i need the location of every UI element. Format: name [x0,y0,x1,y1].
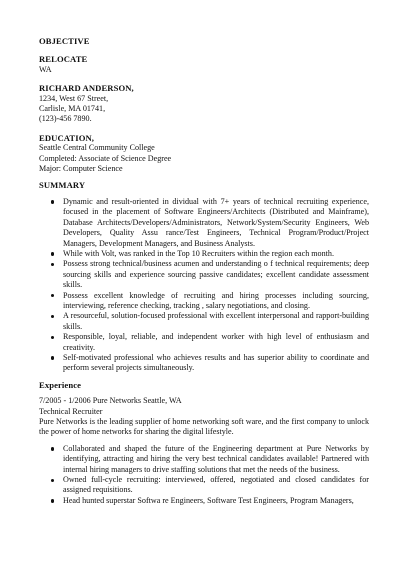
experience-heading: Experience [39,379,82,390]
summary-item [39,259,369,290]
experience-dates-company: 7/2005 - 1/2006 Pure Networks Seattle, WA [39,396,182,406]
experience-item [39,475,369,496]
summary-item [39,249,369,259]
resume-document [39,36,369,506]
summary-item-text: Self-motivated professional who achieves results and has superior ability to coordinate and perform several projects simultaneously. [63,352,369,373]
relocate-heading: RELOCATE [39,54,88,65]
summary-item-text: Possess strong technical/business acumen and understanding o f technical requirements; deep sourcing skills and experience sourcing passive candidates; excellent candidate assessment skills. [63,259,369,290]
summary-item [39,332,369,353]
summary-item-text: Responsible, loyal, reliable, and independent worker with high level of enthusiasm and creativity. [63,332,369,352]
summary-item-text: While with Volt, was ranked in the Top 10 Recruiters within the region each month. [63,248,334,258]
bullet-icon [51,479,54,482]
bullet-icon [51,336,54,339]
contact-city: Carlisle, MA 01741, [39,104,106,114]
summary-item-text: A resourceful, solution-focused professional with excellent interpersonal and rapport-building skills. [63,311,369,331]
experience-item-text: Owned full-cycle recruiting: interviewed, offered, negotiated and closed candidates for assigned requisitions. [63,475,369,495]
contact-street: 1234, West 67 Street, [39,93,109,103]
experience-item [39,444,369,475]
bullet-icon [51,294,54,297]
experience-item-text: Head hunted superstar Softwa re Engineers, Software Test Engineers, Program Managers, [63,495,354,505]
bullet-icon [51,499,54,502]
summary-item [39,353,369,374]
contact-name: RICHARD ANDERSON, [39,83,134,94]
bullet-icon [51,447,54,450]
summary-item [39,291,369,312]
experience-description: Pure Networks is the leading supplier of home networking soft ware, and the first company to unlock the power of home networks for sharing the digital lifestyle. [39,417,369,437]
education-completed: Completed: Associate of Science Degree [39,153,172,163]
experience-item-text: Collaborated and shaped the future of the Engineering department at Pure Networks by identifying, attracting and hiring the very best technical candidates available! Partnered with internal hiring managers to drive staffing solutions that met the needs of the business. [63,443,369,474]
objective-heading: OBJECTIVE [39,36,90,46]
summary-item [39,311,369,332]
experience-list [39,444,369,506]
summary-item-text: Dynamic and result-oriented in dividual with 7+ years of technical recruiting experience, focused in the placement of Software Engineers/Architects (Distributed and Mainframe), Database Architects/Developers/Administrators, Network/System/Security Engineers, Web Developers, Quality Assu rance/Test Engineers, Technical Program/Product/Project Managers, Development Managers, and Business Analysts. [63,196,369,248]
bullet-icon [51,263,54,266]
summary-item [39,197,369,249]
bullet-icon [51,315,54,318]
summary-list [39,197,369,374]
bullet-icon [51,356,54,359]
bullet-icon [51,200,54,203]
summary-item-text: Possess excellent knowledge of recruiting and hiring processes including sourcing, interviewing, reference checking, tracking , salary negotiations, and closing. [63,290,369,310]
summary-heading: SUMMARY [39,180,86,191]
education-major: Major: Computer Science [39,164,123,174]
relocate-value: WA [39,64,52,74]
education-school: Seattle Central Community College [39,143,155,153]
experience-title: Technical Recruiter [39,406,103,416]
contact-phone: (123)-456 7890. [39,114,92,124]
education-heading: EDUCATION, [39,132,95,143]
bullet-icon [51,252,54,255]
experience-item [39,496,369,506]
